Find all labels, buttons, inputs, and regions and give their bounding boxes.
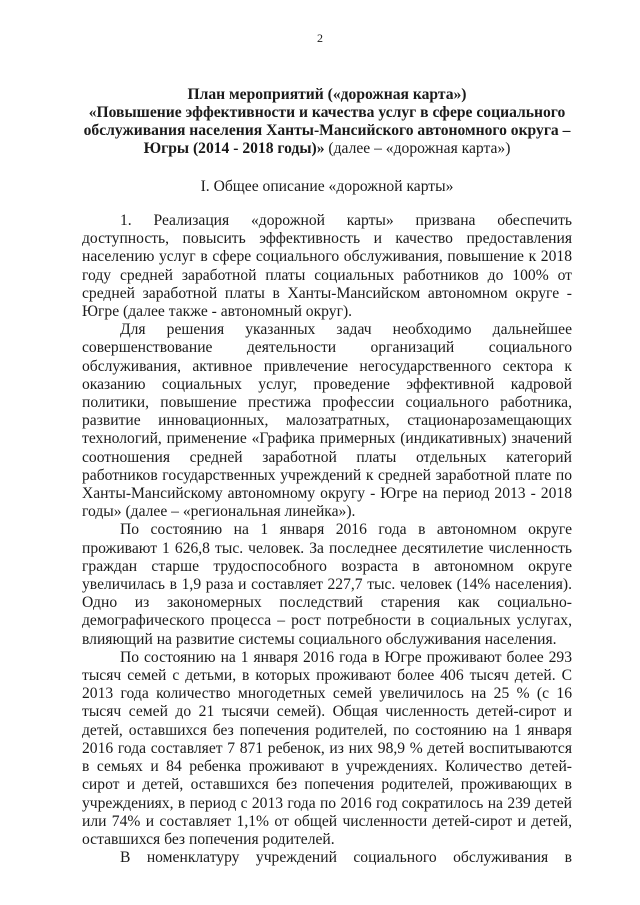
paragraph-2: Для решения указанных задач необходимо дальнейшее совершенствование деятельности организаций социального обслуживания, активное привлечение негосударственного сектора к оказанию социальных услуг, проведение эффективной кадровой политики, повышение престижа профессии социального работника, развитие инновационных, малозатратных, стационарозамещающих технологий, применение «Графика примерных (индикативных) значений соотношения средней заработной платы отдельных категорий работников государственных учреждений к средней заработной плате по Ханты-Мансийскому автономному округу - Югре на период 2013 - 2018 годы» (далее – «региональная линейка»). — [82, 321, 572, 521]
title-line-2-tail: (далее – «дорожная карта») — [324, 140, 511, 157]
paragraph-4: По состоянию на 1 января 2016 года в Югре проживают более 293 тысяч семей с детьми, в которых проживают более 406 тысяч детей. С 2013 года количество многодетных семей увеличилось на 25 % (с 16 тысяч семей до 21 тысячи семей). Общая численность детей-сирот и детей, оставшихся без попечения родителей, по состоянию на 1 января 2016 года составляет 7 871 ребенок, из них 98,9 % детей воспитываются в семьях и 84 ребенка проживают в учреждениях. Количество детей-сирот и детей, оставшихся без попечения родителей, проживающих в учреждениях, в период с 2013 года по 2016 год сократилось на 239 детей или 74% и составляет 1,1% от общей численности детей-сирот и детей, оставшихся без попечения родителей. — [82, 648, 572, 848]
title-line-2-bold: «Повышение эффективности и качества услуг в сфере социального обслуживания населения Ханты-Мансийского автономного округа – Югры (2014 - 2018 годы)» — [83, 104, 571, 157]
document-title — [82, 86, 572, 158]
paragraph-1: 1. Реализация «дорожной карты» призвана обеспечить доступность, повысить эффективность и качество предоставления населению услуг в сфере социального обслуживания, повышение к 2018 году средней заработной платы социальных работников до 100% от средней заработной платы в Ханты-Мансийском автономном округе - Югре (далее также - автономный округ). — [82, 212, 572, 321]
body-text — [82, 212, 572, 867]
title-line-2 — [82, 104, 572, 158]
page-number: 2 — [317, 31, 323, 45]
title-line-1: План мероприятий («дорожная карта») — [187, 86, 467, 103]
paragraph-5: В номенклатуру учреждений социального обслуживания в — [120, 849, 572, 867]
section-heading: I. Общее описание «дорожной карты» — [200, 178, 454, 195]
paragraph-3: По состоянию на 1 января 2016 года в автономном округе проживают 1 626,8 тыс. человек. За последнее десятилетие численность граждан старше трудоспособного возраста в автономном округе увеличилась в 1,9 раза и составляет 227,7 тыс. человек (14% населения). Одно из закономерных последствий старения как социально-демографического процесса – рост потребности в социальных услугах, влияющий на развитие системы социального обслуживания населения. — [82, 521, 572, 648]
